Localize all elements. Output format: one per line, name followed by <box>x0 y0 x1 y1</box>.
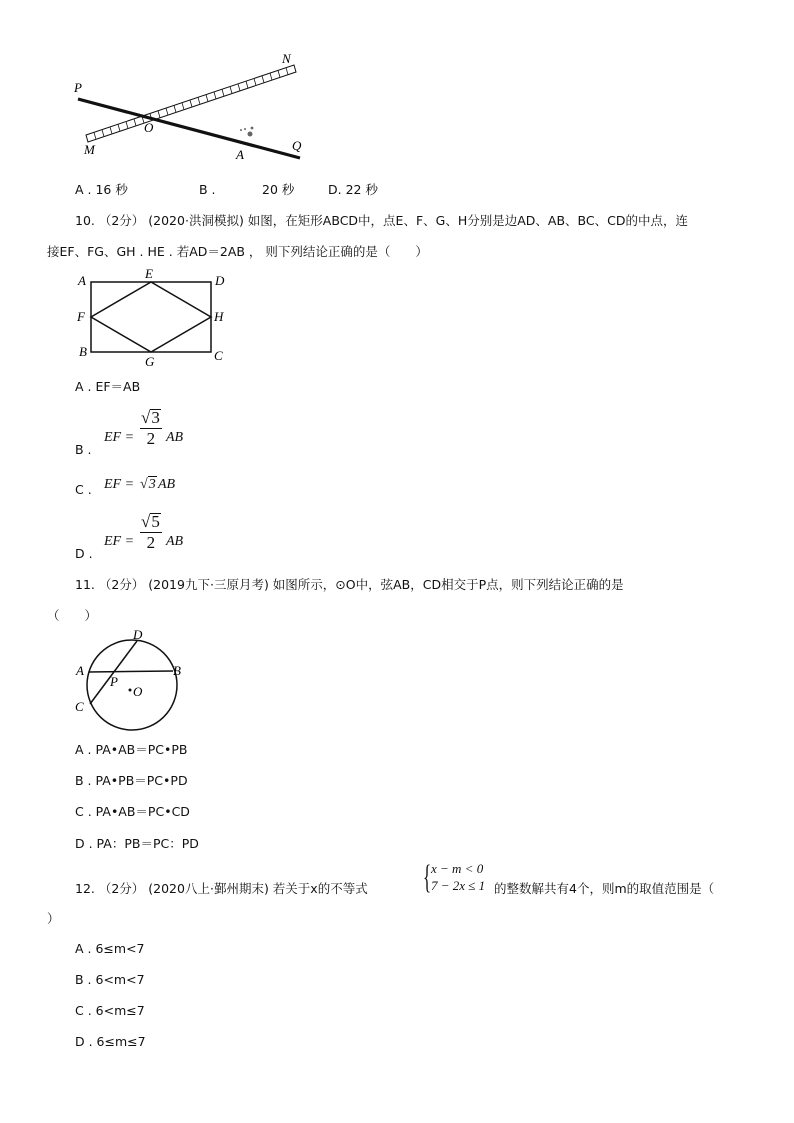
q10-option-b-prefix: B . <box>75 442 92 457</box>
system-brace: { <box>423 859 432 896</box>
tower-mark <box>240 127 253 137</box>
q11-option-a: A . PA•AB＝PC•PB <box>75 742 188 757</box>
label-d: D <box>133 627 143 642</box>
label-d: D <box>215 273 225 288</box>
chord-ab <box>89 671 173 672</box>
q12-stem-line1-cont: 的整数解共有4个，则m的取值范围是（ <box>494 881 715 896</box>
q11-stem-line2: （ ） <box>47 608 98 623</box>
label-f: F <box>77 309 85 324</box>
q10-option-d-fraction: $\frac{√5}{2}$ <box>141 512 160 552</box>
q11-stem-line1: 11. （2分） (2019九下·三原月考) 如图所示，⊙O中，弦AB，CD相交于P点，则下列结论正确的是 <box>75 577 624 592</box>
q11-option-b: B . PA•PB＝PC•PD <box>75 773 188 788</box>
q10-option-b-radicand: 3 <box>151 408 160 427</box>
label-e: E <box>145 266 153 281</box>
circle-o <box>87 640 177 730</box>
center-dot <box>129 689 132 692</box>
label-c: C <box>214 348 223 363</box>
q9-option-b: B . <box>199 182 216 197</box>
label-o: O <box>133 684 143 699</box>
q11-option-d: D . PA：PB＝PC：PD <box>75 836 199 851</box>
label-b: B <box>173 663 181 678</box>
label-o: O <box>144 120 154 135</box>
q10-option-b-denominator: 2 <box>146 429 156 448</box>
q9-option-b-value: 20 秒 <box>262 182 295 197</box>
q10-option-a: A . EF＝AB <box>75 379 141 394</box>
q10-option-c-rhs: AB <box>158 477 176 492</box>
q12-option-a: A . 6≤m<7 <box>75 941 145 956</box>
inequality-1: x − m < 0 <box>431 861 484 876</box>
q10-option-b-lhs: EF = <box>104 430 135 445</box>
q10-stem-line2: 接EF、FG、GH . HE . 若AD＝2AB ， 则下列结论正确的是（ ） <box>47 244 428 259</box>
q10-option-d-rhs: AB <box>166 534 184 549</box>
ruler-figure <box>70 48 310 168</box>
label-n: N <box>282 51 291 66</box>
q10-option-b-rhs: AB <box>166 430 184 445</box>
label-p: P <box>74 80 82 95</box>
q12-option-d: D . 6≤m≤7 <box>75 1034 146 1049</box>
rhombus-efgh <box>91 282 211 352</box>
label-g: G <box>145 354 155 369</box>
q10-option-d-lhs: EF = <box>104 534 135 549</box>
label-c: C <box>75 699 84 714</box>
q12-option-c: C . 6<m≤7 <box>75 1003 145 1018</box>
label-q: Q <box>292 138 302 153</box>
q10-option-d-denominator: 2 <box>146 533 156 552</box>
q10-option-c-lhs: EF = <box>104 477 135 492</box>
q10-option-d-radicand: 5 <box>151 512 160 531</box>
label-b: B <box>79 344 87 359</box>
label-h: H <box>214 309 224 324</box>
label-m: M <box>84 142 95 157</box>
label-a: A <box>76 663 84 678</box>
circle-figure <box>72 628 192 736</box>
q10-stem-line1: 10. （2分） (2020·洪洞模拟) 如图，在矩形ABCD中，点E、F、G、H分别是边AD、AB、BC、CD的中点，连 <box>75 213 688 228</box>
label-a: A <box>236 147 244 162</box>
q12-option-b: B . 6<m<7 <box>75 972 145 987</box>
label-a: A <box>78 273 86 288</box>
q12-stem-line2: ） <box>47 911 60 926</box>
rectangle-figure <box>74 266 234 370</box>
q10-option-c-radical: √3 <box>140 477 156 492</box>
q10-option-c-radicand: 3 <box>148 477 156 492</box>
q10-option-b-fraction: $\frac{√3}{2}$ <box>141 408 160 448</box>
inequality-2: 7 − 2x ≤ 1 <box>431 878 486 893</box>
q10-option-d-prefix: D . <box>75 546 93 561</box>
label-p: P <box>110 674 118 689</box>
q9-option-d: D. 22 秒 <box>328 182 378 197</box>
q10-option-c-prefix: C . <box>75 482 92 497</box>
q12-stem-line1: 12. （2分） (2020八上·鄞州期末) 若关于x的不等式 <box>75 881 368 896</box>
rectangle-abcd <box>91 282 211 352</box>
q9-option-a: A . 16 秒 <box>75 182 128 197</box>
q11-option-c: C . PA•AB＝PC•CD <box>75 804 190 819</box>
